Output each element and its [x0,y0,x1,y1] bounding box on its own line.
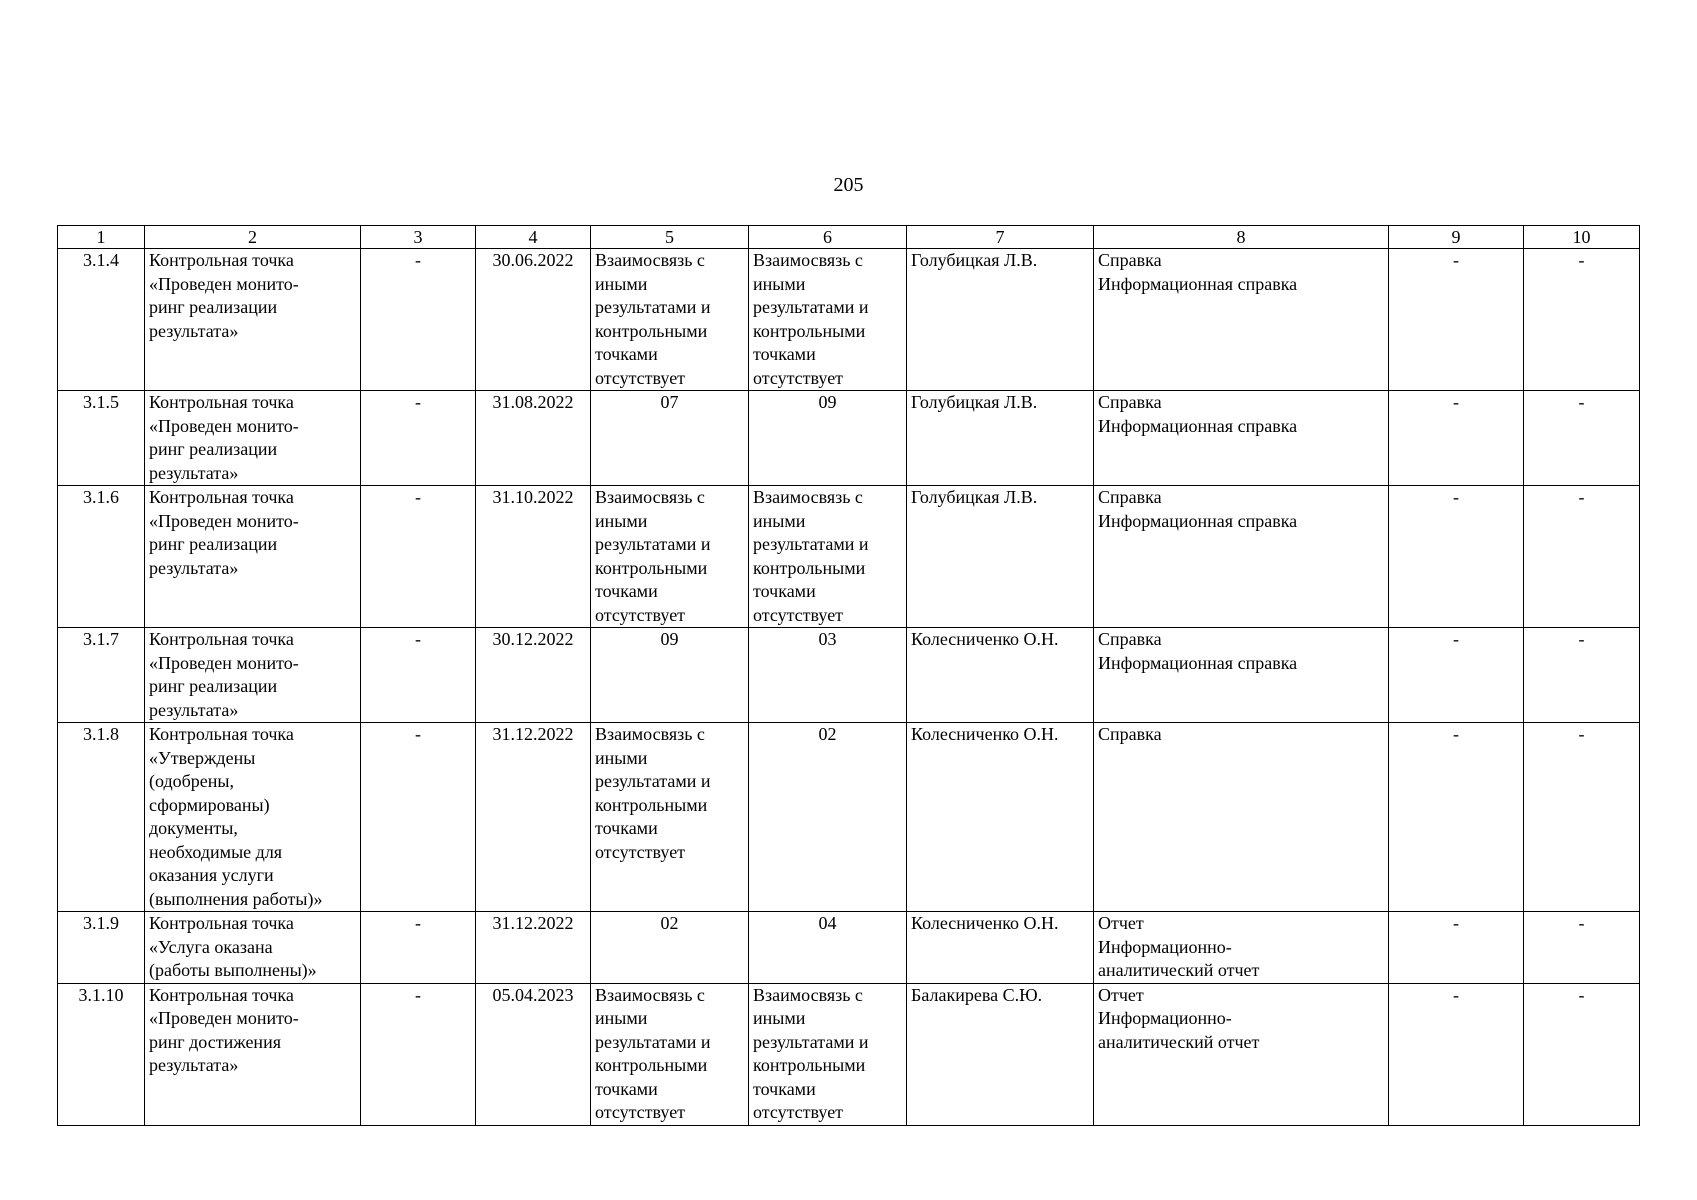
column-5-cell-line: результатами и [595,534,711,554]
control-point-name-cell-line: ринг реализации [149,297,278,317]
column-5-cell-line: иными [595,1008,648,1028]
column-number: 2 [145,226,361,249]
column-number: 1 [58,226,145,249]
date-cell: 05.04.2023 [476,983,591,1125]
column-6-cell-line: результатами и [753,534,869,554]
control-point-name-cell-line: (одобрены, [149,771,235,791]
column-9-cell: - [1389,486,1524,628]
column-6-cell-line: Взаимосвязь с [753,487,863,507]
column-6-cell-line: иными [753,510,806,531]
column-10-cell: - [1524,391,1640,486]
control-point-name-cell-line: ринг достижения [149,1031,281,1052]
column-5-cell-line: точками [595,818,658,838]
column-5-cell [591,391,749,486]
column-6-cell-line: точками [753,344,816,364]
column-9-cell: - [1389,912,1524,984]
column-10-cell: - [1524,983,1640,1125]
column-6-cell [749,249,907,391]
document-type-cell-line: Справка [1098,724,1162,744]
column-number: 3 [361,226,476,249]
column-number: 5 [591,226,749,249]
item-number-cell: 3.1.6 [58,486,145,628]
page-number: 205 [833,174,864,196]
item-number-cell: 3.1.10 [58,983,145,1125]
control-point-name-cell [145,486,361,628]
column-9-cell: - [1389,723,1524,912]
column-10-cell: - [1524,723,1640,912]
column-5-cell-line: отсутствует [595,1102,686,1122]
column-5-cell [591,983,749,1125]
control-point-name-cell-line: «Проведен монито- [149,415,299,436]
column-5-cell-line: иными [595,747,648,768]
column-5-cell-line: 02 [660,913,679,933]
control-point-name-cell-line: «Проведен монито- [149,1008,299,1028]
column-3-cell: - [361,912,476,984]
column-6-cell-line: 03 [818,629,837,649]
document-type-cell-line: Отчет [1098,984,1144,1005]
control-point-name-cell [145,249,361,391]
column-5-cell-line: результатами и [595,297,711,317]
column-6-cell-line: точками [753,1078,816,1099]
column-5-cell-line: контрольными [595,1055,708,1075]
column-6-cell-line: результатами и [753,297,869,317]
responsible-cell: Балакирева С.Ю. [907,983,1094,1125]
item-number-cell: 3.1.7 [58,628,145,723]
column-6-cell-line: 09 [818,392,837,412]
control-point-name-cell-line: результата» [149,320,239,341]
table-row [58,628,1640,723]
document-type-cell-line: Информационная справка [1098,510,1298,531]
column-9-cell: - [1389,391,1524,486]
control-point-name-cell-line: (работы выполнены)» [149,960,317,980]
column-6-cell-line: контрольными [753,1055,866,1075]
column-6-cell [749,912,907,984]
document-type-cell-line: аналитический отчет [1098,1031,1260,1052]
control-point-name-cell-line: Контрольная точка [149,629,294,649]
column-6-cell [749,391,907,486]
date-cell: 31.12.2022 [476,723,591,912]
column-5-cell [591,628,749,723]
table-row [58,391,1640,486]
document-type-cell [1094,249,1389,391]
control-point-name-cell-line: «Проведен монито- [149,652,299,673]
control-point-name-cell-line: документы, [149,818,238,838]
control-point-name-cell-line: Контрольная точка [149,392,294,412]
control-point-name-cell-line: Контрольная точка [149,250,294,270]
column-3-cell: - [361,249,476,391]
item-number-cell: 3.1.8 [58,723,145,912]
document-type-cell-line: Информационно- [1098,1008,1232,1028]
column-5-cell-line: точками [595,344,658,364]
document-type-cell [1094,723,1389,912]
responsible-cell: Голубицкая Л.В. [907,391,1094,486]
control-point-name-cell-line: Контрольная точка [149,984,294,1005]
responsible-cell: Голубицкая Л.В. [907,486,1094,628]
document-type-cell [1094,628,1389,723]
responsible-cell: Колесниченко О.Н. [907,912,1094,984]
column-6-cell-line: результатами и [753,1031,869,1052]
control-point-name-cell-line: результата» [149,462,239,483]
column-5-cell [591,723,749,912]
control-point-name-cell-line: «Услуга оказана [149,936,273,957]
control-point-name-cell-line: «Проведен монито- [149,510,299,531]
control-points-table [57,225,1640,1126]
document-type-cell-line: Информационная справка [1098,652,1298,673]
column-6-cell-line: отсутствует [753,367,844,388]
date-cell: 31.10.2022 [476,486,591,628]
control-point-name-cell-line: «Проведен монито- [149,273,299,294]
column-6-cell [749,723,907,912]
item-number-cell: 3.1.5 [58,391,145,486]
control-point-name-cell-line: ринг реализации [149,534,278,554]
document-type-cell [1094,912,1389,984]
column-6-cell-line: иными [753,273,806,294]
column-6-cell-line: иными [753,1008,806,1028]
column-5-cell [591,912,749,984]
column-5-cell-line: точками [595,581,658,601]
document-type-cell-line: Справка [1098,392,1162,412]
control-point-name-cell [145,628,361,723]
control-point-name-cell [145,723,361,912]
control-point-name-cell-line: ринг реализации [149,439,278,459]
date-cell: 31.08.2022 [476,391,591,486]
column-3-cell: - [361,723,476,912]
column-5-cell-line: контрольными [595,557,708,578]
responsible-cell: Колесниченко О.Н. [907,628,1094,723]
control-point-name-cell-line: результата» [149,1055,239,1075]
column-5-cell-line: Взаимосвязь с [595,984,705,1005]
column-number: 10 [1524,226,1640,249]
column-6-cell-line: Взаимосвязь с [753,250,863,270]
table-row [58,249,1640,391]
column-number: 8 [1094,226,1389,249]
item-number-cell: 3.1.4 [58,249,145,391]
column-5-cell-line: отсутствует [595,367,686,388]
column-6-cell-line: отсутствует [753,1102,844,1122]
column-6-cell-line: Взаимосвязь с [753,984,863,1005]
column-5-cell-line: 09 [660,629,679,649]
control-point-name-cell-line: сформированы) [149,794,270,815]
column-5-cell [591,249,749,391]
column-6-cell-line: отсутствует [753,604,844,625]
column-6-cell-line: 04 [818,913,837,933]
responsible-cell: Голубицкая Л.В. [907,249,1094,391]
column-6-cell-line: 02 [818,724,837,744]
column-10-cell: - [1524,912,1640,984]
table-row [58,983,1640,1125]
column-6-cell-line: точками [753,581,816,601]
column-5-cell-line: результатами и [595,771,711,791]
column-5-cell-line: Взаимосвязь с [595,487,705,507]
table-body [58,226,1640,1126]
column-3-cell: - [361,486,476,628]
column-5-cell-line: Взаимосвязь с [595,250,705,270]
column-10-cell: - [1524,628,1640,723]
column-number-row [58,226,1640,249]
column-6-cell-line: контрольными [753,320,866,341]
column-6-cell [749,983,907,1125]
control-point-name-cell-line: результата» [149,699,239,720]
table-row [58,486,1640,628]
column-5-cell-line: точками [595,1078,658,1099]
column-6-cell-line: контрольными [753,557,866,578]
column-6-cell [749,628,907,723]
column-10-cell: - [1524,486,1640,628]
column-3-cell: - [361,628,476,723]
document-type-cell-line: Отчет [1098,913,1144,933]
column-9-cell: - [1389,249,1524,391]
document-type-cell-line: Справка [1098,487,1162,507]
column-10-cell: - [1524,249,1640,391]
control-point-name-cell-line: ринг реализации [149,676,278,696]
column-number: 7 [907,226,1094,249]
control-point-name-cell-line: необходимые для [149,841,283,862]
control-point-name-cell [145,391,361,486]
table-row [58,912,1640,984]
column-5-cell-line: иными [595,510,648,531]
column-number: 9 [1389,226,1524,249]
control-point-name-cell-line: Контрольная точка [149,724,294,744]
control-point-name-cell-line: оказания услуги [149,865,274,885]
control-point-name-cell [145,912,361,984]
document-type-cell [1094,983,1389,1125]
column-6-cell [749,486,907,628]
responsible-cell: Колесниченко О.Н. [907,723,1094,912]
document-type-cell [1094,486,1389,628]
control-point-name-cell-line: Контрольная точка [149,487,294,507]
column-5-cell-line: Взаимосвязь с [595,724,705,744]
control-point-name-cell [145,983,361,1125]
column-9-cell: - [1389,628,1524,723]
column-5-cell-line: контрольными [595,794,708,815]
column-3-cell: - [361,983,476,1125]
document-type-cell-line: Справка [1098,250,1162,270]
column-5-cell-line: результатами и [595,1031,711,1052]
document-type-cell [1094,391,1389,486]
table-row [58,723,1640,912]
column-3-cell: - [361,391,476,486]
item-number-cell: 3.1.9 [58,912,145,984]
column-5-cell-line: иными [595,273,648,294]
column-5-cell-line: отсутствует [595,841,686,862]
column-9-cell: - [1389,983,1524,1125]
column-number: 6 [749,226,907,249]
column-5-cell-line: 07 [660,392,679,412]
column-5-cell-line: контрольными [595,320,708,341]
control-point-name-cell-line: (выполнения работы)» [149,888,323,909]
date-cell: 30.12.2022 [476,628,591,723]
control-point-name-cell-line: результата» [149,557,239,578]
column-number: 4 [476,226,591,249]
document-type-cell-line: Справка [1098,629,1162,649]
control-point-name-cell-line: «Утверждены [149,747,256,768]
document-type-cell-line: Информационная справка [1098,273,1298,294]
document-type-cell-line: Информационно- [1098,936,1232,957]
document-type-cell-line: аналитический отчет [1098,960,1260,980]
date-cell: 30.06.2022 [476,249,591,391]
date-cell: 31.12.2022 [476,912,591,984]
column-5-cell [591,486,749,628]
document-type-cell-line: Информационная справка [1098,415,1298,436]
control-point-name-cell-line: Контрольная точка [149,913,294,933]
column-5-cell-line: отсутствует [595,604,686,625]
